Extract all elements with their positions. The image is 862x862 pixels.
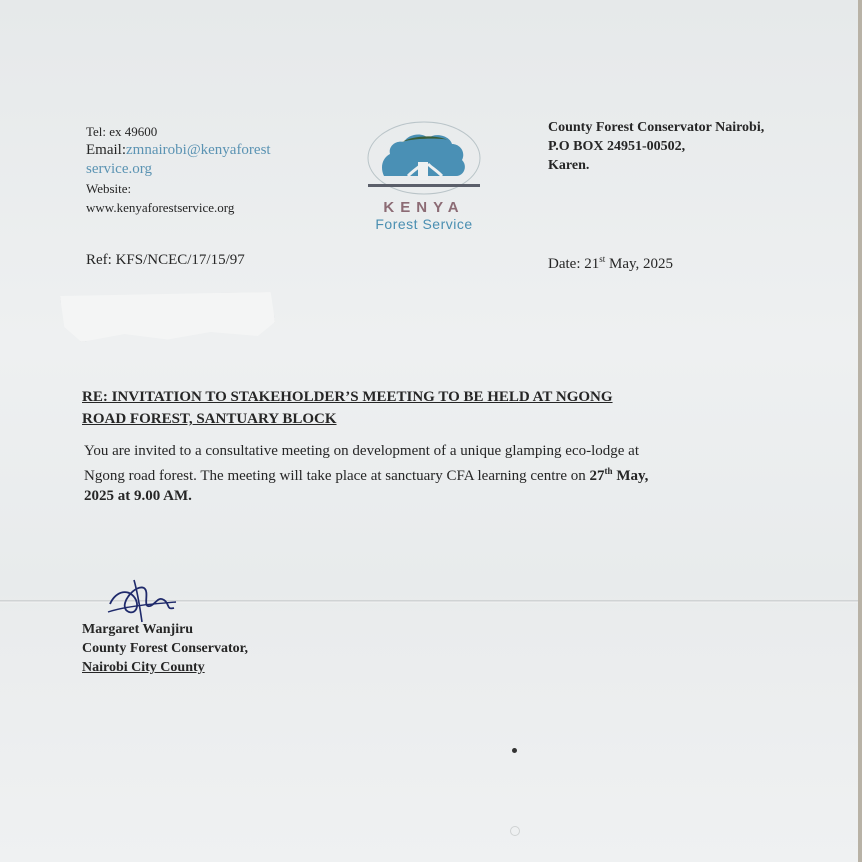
date-rest: May, 2025 <box>605 256 674 272</box>
logo-forest-service-text: Forest Service <box>375 216 473 232</box>
subject-heading <box>82 386 722 430</box>
paper-edge <box>858 0 862 862</box>
subject-line-2: ROAD FOREST, SANTUARY BLOCK <box>82 411 337 427</box>
body-line-1: You are invited to a consultative meeting on development of a unique glamping eco-lodge at <box>84 443 639 459</box>
email-line <box>86 141 271 160</box>
contact-block <box>86 122 271 217</box>
email-link-part2: service.org <box>86 161 152 177</box>
signer-title: County Forest Conservator, <box>82 641 249 656</box>
signer-county: Nairobi City County <box>82 660 205 675</box>
tel-line: Tel: ex 49600 <box>86 124 158 139</box>
handwritten-signature <box>106 578 178 624</box>
reference-number: Ref: KFS/NCEC/17/15/97 <box>86 252 245 268</box>
subject-line-1: RE: INVITATION TO STAKEHOLDER’S MEETING TO BE HELD AT NGONG <box>82 389 613 405</box>
invitation-body <box>84 441 764 506</box>
email-link-part1: zmnairobi@kenyaforest <box>126 142 271 158</box>
body-line-3 <box>84 486 764 506</box>
kfs-logo <box>362 118 486 232</box>
redacted-recipient-patch <box>60 292 275 342</box>
meeting-day-ordinal: th <box>604 466 613 476</box>
logo-kenya-text: KENYA <box>383 199 465 216</box>
email-label: Email: <box>86 142 126 158</box>
meeting-year-time: 2025 at 9.00 AM. <box>84 488 192 504</box>
date-ordinal: st <box>599 254 606 264</box>
meeting-day: 27 <box>589 468 605 484</box>
website-url: www.kenyaforestservice.org <box>86 200 235 215</box>
date-prefix: Date: 21 <box>548 256 600 272</box>
letter-date <box>548 254 673 273</box>
address-line-1: County Forest Conservator Nairobi, <box>548 120 765 135</box>
meeting-month: May, <box>612 468 649 484</box>
body-line-2 <box>84 461 764 486</box>
website-label: Website: <box>86 181 132 196</box>
ink-dot <box>512 748 517 753</box>
address-line-2: P.O BOX 24951-00502, <box>548 139 686 154</box>
signatory-block <box>82 620 248 677</box>
sender-address <box>548 118 764 175</box>
paper-speck <box>510 826 520 836</box>
signer-name: Margaret Wanjiru <box>82 622 194 637</box>
address-line-3: Karen. <box>548 158 590 173</box>
tree-emblem-icon <box>362 118 486 196</box>
body-line-2-text: Ngong road forest. The meeting will take place at sanctuary CFA learning centre on <box>84 468 590 484</box>
